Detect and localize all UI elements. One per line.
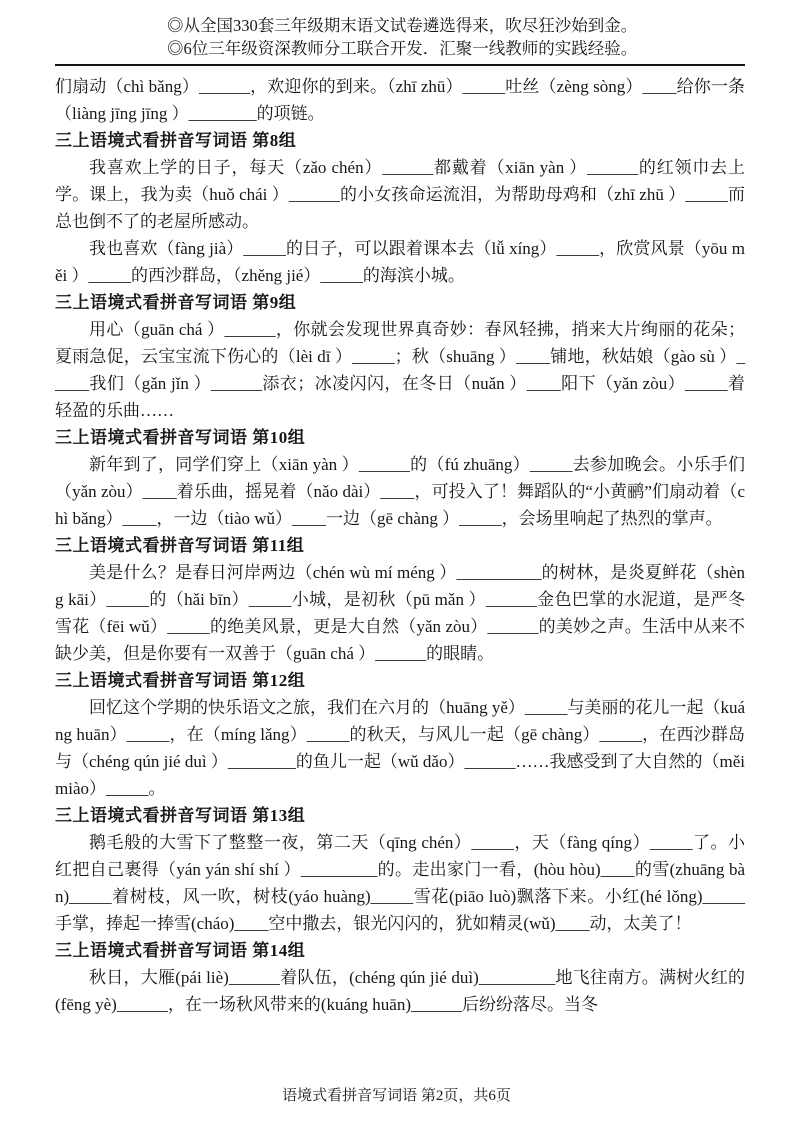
header-note: [167, 14, 745, 60]
section-title: 三上语境式看拼音写词语 第13组: [55, 806, 306, 825]
section-paragraph: 鹅毛般的大雪下了整整一夜，第二天（qīng chén）_____，天（fàng qíng）_____了。小红把自己裹得（yán yán shí shí ）_________的。走出家门一看，(hòu hòu)____的雪(zhuāng bàn)_____着树枝，风一吹，树枝(yáo huàng)_____雪花(piāo luò)飘落下来。小红(hé lǒng)_____手掌，捧起一捧雪(cháo)____空中撒去，银光闪闪的，犹如精灵(wǔ)____动，太美了！: [55, 833, 745, 933]
section-title: 三上语境式看拼音写词语 第14组: [55, 941, 306, 960]
section-title: 三上语境式看拼音写词语 第8组: [55, 131, 297, 150]
section-paragraph: 秋日，大雁(pái liè)______着队伍，(chéng qún jié duì)_________地飞往南方。满树火红的(fēng yè)______，在一场秋风带来的(kuáng huān)______后纷纷落尽。当冬: [55, 968, 745, 1014]
section-paragraph: 用心（guān chá ）______，你就会发现世界真奇妙：春风轻拂，捎来大片绚丽的花朵；夏雨急促，云宝宝流下伤心的（lèi dī ）_____；秋（shuāng ）____铺地，秋姑娘（gào sù ）_____我们（gǎn jǐn ）______添衣；冰凌闪闪，在冬日（nuǎn ）____阳下（yǎn zòu）_____着轻盈的乐曲……: [55, 320, 745, 420]
header-divider: [55, 64, 745, 66]
page-footer: 语境式看拼音写词语 第2页，共6页: [282, 1088, 511, 1104]
section-title: 三上语境式看拼音写词语 第12组: [55, 671, 306, 690]
intro-paragraph: 们扇动（chì bǎng）______，欢迎你的到来。（zhī zhū）_____吐丝（zèng sòng）____给你一条（liàng jīng jīng ）________的项链。: [55, 77, 745, 123]
section-paragraph: 我喜欢上学的日子，每天（zǎo chén）______都戴着（xiān yàn ）______的红领巾去上学。课上，我为卖（huǒ chái ）______的小女孩命运流泪，为帮助母鸡和（zhī zhū ）_____而总也倒不了的老屋所感动。: [55, 158, 745, 231]
section-paragraph: 新年到了，同学们穿上（xiān yàn ）______的（fú zhuāng）_____去参加晚会。小乐手们（yǎn zòu）____着乐曲，摇晃着（nǎo dài）____，可投入了！舞蹈队的“小黄鹂”们扇动着（chì bǎng）____，一边（tiào wǔ）____一边（gē chàng ）_____，会场里响起了热烈的掌声。: [55, 455, 745, 528]
section-title: 三上语境式看拼音写词语 第9组: [55, 293, 297, 312]
header-note-line2: ◎6位三年级资深教师分工联合开发．汇聚一线教师的实践经验。: [167, 39, 638, 58]
section-paragraph: 回忆这个学期的快乐语文之旅，我们在六月的（huāng yě）_____与美丽的花儿一起（kuáng huān）_____，在（míng lǎng）_____的秋天，与风儿一起（gē chàng）_____，在西沙群岛与（chéng qún jié duì ）________的鱼儿一起（wǔ dǎo）______……我感受到了大自然的（měi miào）_____。: [55, 698, 745, 798]
section-title: 三上语境式看拼音写词语 第11组: [55, 536, 305, 555]
sections-container: [55, 127, 745, 1018]
header-note-line1: ◎从全国330套三年级期末语文试卷遴选得来，吹尽狂沙始到金。: [167, 16, 638, 35]
section-title: 三上语境式看拼音写词语 第10组: [55, 428, 306, 447]
section-paragraph: 我也喜欢（fàng jià）_____的日子，可以跟着课本去（lǚ xíng）_____，欣赏风景（yōu měi ）_____的西沙群岛，（zhěng jié）_____的海滨小城。: [55, 239, 745, 285]
section-paragraph: 美是什么？是春日河岸两边（chén wù mí méng ）__________的树林，是炎夏鲜花（shèng kāi）_____的（hǎi bīn）_____小城，是初秋（pū mǎn ）______金色巴掌的水泥道，是严冬雪花（fēi wǔ）_____的绝美风景，更是大自然（yǎn zòu）______的美妙之声。生活中从来不缺少美，但是你要有一双善于（guān chá ）______的眼睛。: [55, 563, 745, 663]
